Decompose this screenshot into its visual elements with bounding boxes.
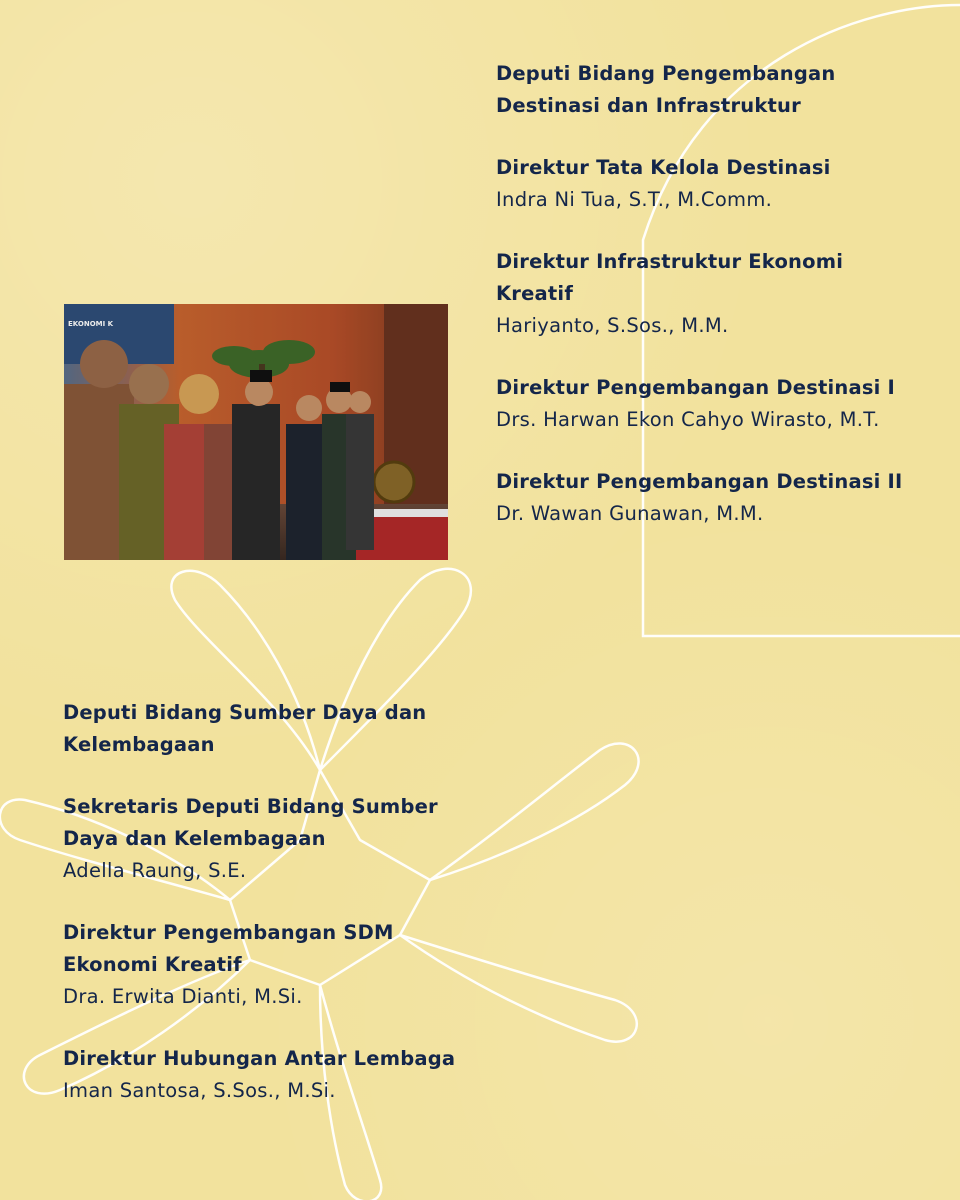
- ceremony-photo-illustration: [64, 304, 448, 560]
- entry-name: Iman Santosa, S.Sos., M.Si.: [63, 1079, 336, 1102]
- photo-banner-text: EKONOMI K: [68, 320, 114, 328]
- entry-name: Adella Raung, S.E.: [63, 859, 247, 882]
- list-item: [63, 1043, 483, 1107]
- right-section: [496, 58, 926, 530]
- list-item: [496, 372, 926, 436]
- list-item: [496, 246, 926, 342]
- entry-role: Direktur Hubungan Antar Lembaga: [63, 1047, 456, 1070]
- list-item: [63, 791, 483, 887]
- left-section-heading: Deputi Bidang Sumber Daya dan Kelembagaan: [63, 701, 427, 756]
- ceremony-photo: [64, 304, 448, 560]
- entry-role: Direktur Pengembangan Destinasi I: [496, 376, 895, 399]
- entry-role: Direktur Infrastruktur Ekonomi Kreatif: [496, 250, 844, 305]
- right-section-heading: Deputi Bidang Pengembangan Destinasi dan Infrastruktur: [496, 62, 836, 117]
- list-item: [63, 917, 483, 1013]
- entry-role: Direktur Pengembangan Destinasi II: [496, 470, 903, 493]
- entry-name: Drs. Harwan Ekon Cahyo Wirasto, M.T.: [496, 408, 880, 431]
- entry-name: Dr. Wawan Gunawan, M.M.: [496, 502, 764, 525]
- entry-role: Sekretaris Deputi Bidang Sumber Daya dan Kelembagaan: [63, 795, 438, 850]
- left-section: [63, 697, 483, 1107]
- entry-name: Dra. Erwita Dianti, M.Si.: [63, 985, 303, 1008]
- entry-role: Direktur Pengembangan SDM Ekonomi Kreatif: [63, 921, 394, 976]
- entry-name: Hariyanto, S.Sos., M.M.: [496, 314, 729, 337]
- list-item: [496, 152, 926, 216]
- list-item: [496, 466, 926, 530]
- entry-name: Indra Ni Tua, S.T., M.Comm.: [496, 188, 773, 211]
- entry-role: Direktur Tata Kelola Destinasi: [496, 156, 831, 179]
